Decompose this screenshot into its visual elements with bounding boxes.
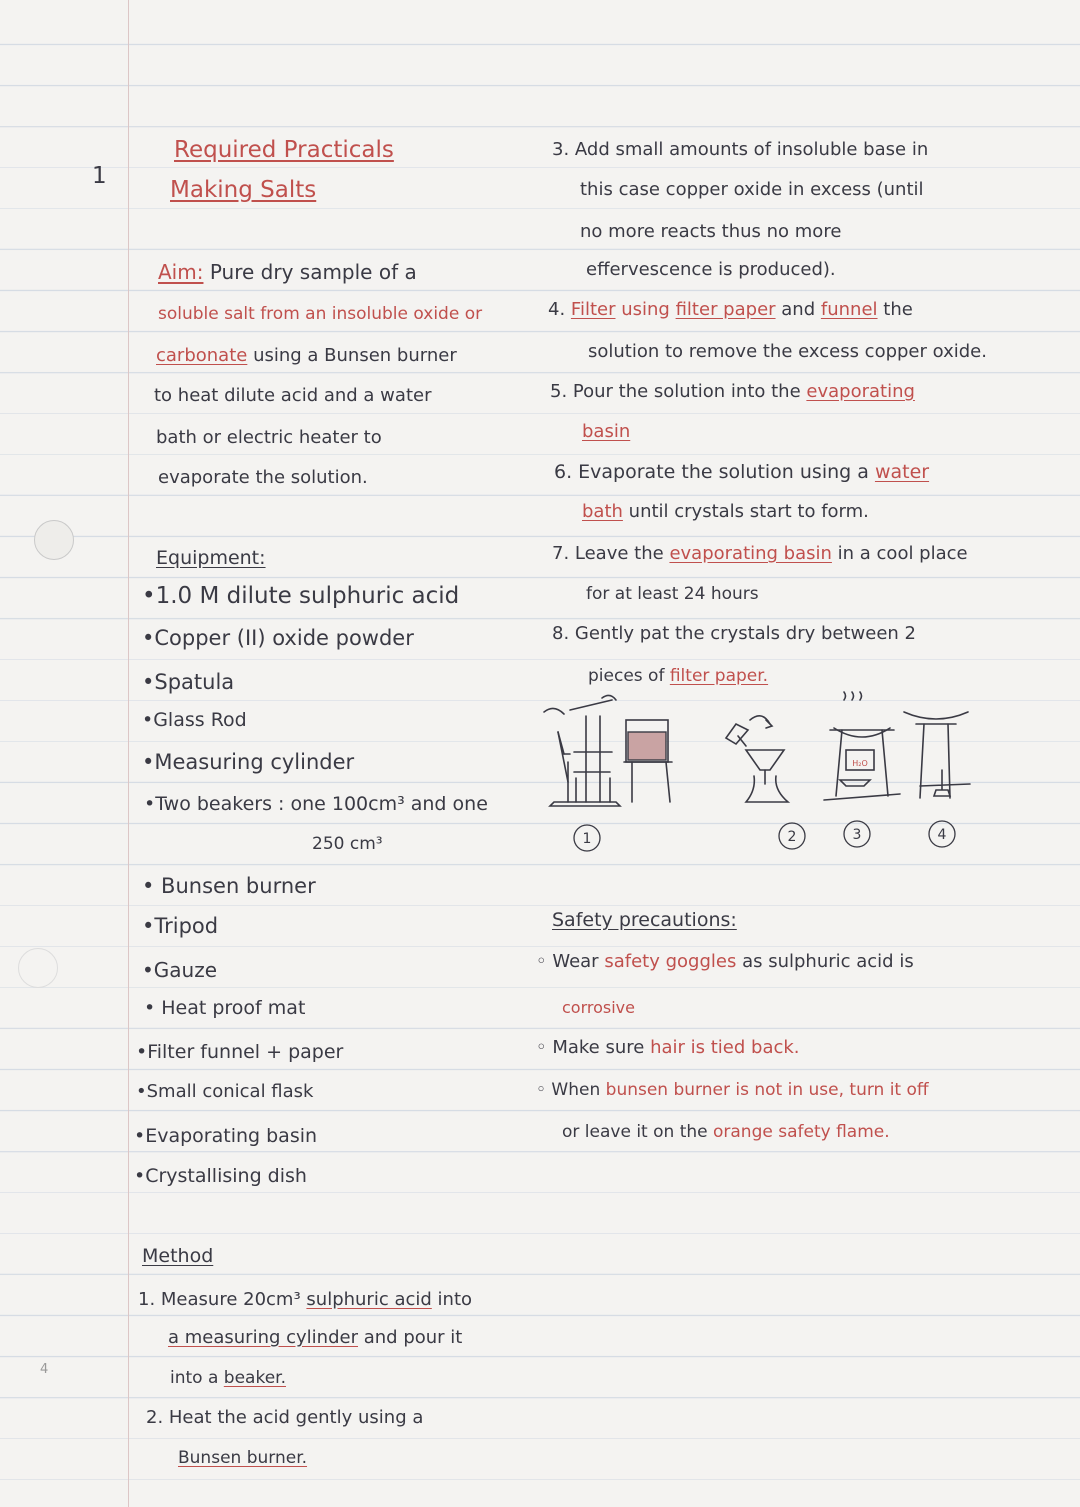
equipment-item: •Glass Rod <box>142 709 247 731</box>
method-text: filter paper <box>675 299 776 320</box>
aim-text: soluble salt from an insoluble oxide or <box>158 304 483 324</box>
method-text: water <box>874 461 930 483</box>
page-subtitle: Making Salts <box>170 177 317 203</box>
method-text: 4. <box>548 299 566 320</box>
evaporating-basin-icon <box>824 692 900 800</box>
aim-text: carbonate <box>156 345 248 366</box>
method-text: into <box>437 1289 473 1310</box>
method-text: 3. Add small amounts of insoluble base in <box>552 139 929 160</box>
aim-text: to heat dilute acid and a water <box>154 385 432 406</box>
equipment-item: • Heat proof mat <box>144 997 306 1019</box>
punch-hole <box>18 948 58 988</box>
method-text: no more reacts thus no more <box>580 221 842 242</box>
method-text: 5. Pour the solution into the <box>550 381 801 402</box>
method-text: Bunsen burner. <box>178 1448 308 1468</box>
method-text: effervescence is produced). <box>586 259 836 280</box>
diagram-label: 3 <box>852 827 862 843</box>
method-text: sulphuric acid <box>306 1289 432 1310</box>
method-text: basin <box>582 421 631 442</box>
method-text: this case copper oxide in excess (until <box>580 179 924 200</box>
method-text: 2. Heat the acid gently using a <box>146 1407 424 1428</box>
method-text: the <box>883 299 913 320</box>
equipment-item: •Filter funnel + paper <box>136 1041 344 1063</box>
method-heading: Method <box>142 1245 214 1267</box>
water-label: H₂O <box>852 759 868 768</box>
method-text: solution to remove the excess copper oxide. <box>588 341 987 362</box>
equipment-item: •1.0 M dilute sulphuric acid <box>142 583 460 609</box>
filter-funnel-icon <box>726 716 788 802</box>
crystallising-dish-icon <box>904 712 970 798</box>
method-text: funnel <box>820 299 878 320</box>
equipment-item: •Crystallising dish <box>134 1165 307 1187</box>
method-text: a measuring cylinder <box>168 1327 358 1348</box>
equipment-item: •Evaporating basin <box>134 1125 318 1147</box>
method-text: until crystals start to form. <box>628 501 869 522</box>
method-text: 6. Evaporate the solution using a <box>554 461 869 483</box>
aim-text: using a Bunsen burner <box>253 345 457 366</box>
equipment-item: •Small conical flask <box>136 1081 314 1102</box>
safety-text: corrosive <box>562 998 635 1017</box>
aim-text: bath or electric heater to <box>156 427 382 448</box>
safety-text: or leave it on the <box>562 1122 708 1142</box>
equipment-item: •Copper (II) oxide powder <box>142 626 414 650</box>
method-text: into a <box>170 1368 219 1388</box>
method-text: bath <box>582 501 623 522</box>
stand-and-beaker-icon <box>544 695 620 806</box>
page-number: 1 <box>92 163 107 189</box>
safety-text: as sulphuric acid is <box>742 951 914 972</box>
equipment-item: • Bunsen burner <box>142 874 316 898</box>
method-text: and pour it <box>363 1327 463 1348</box>
method-text: 8. Gently pat the crystals dry between 2 <box>552 623 916 644</box>
punch-hole <box>34 520 74 560</box>
equipment-item: •Gauze <box>142 958 218 982</box>
apparatus-diagram <box>540 690 980 860</box>
equipment-item: •Two beakers : one 100cm³ and one <box>144 793 488 815</box>
method-text: evaporating <box>806 381 915 402</box>
diagram-label: 2 <box>787 829 797 845</box>
method-text: evaporating basin <box>669 543 832 564</box>
aim-label: Aim: <box>158 260 204 284</box>
equipment-item: •Measuring cylinder <box>142 750 355 774</box>
aim-text: evaporate the solution. <box>158 467 368 488</box>
diagram-label: 1 <box>582 831 592 847</box>
safety-text: bunsen burner is not in use, turn it off <box>605 1080 929 1100</box>
equipment-item: •Tripod <box>142 914 219 938</box>
method-text: for at least 24 hours <box>586 584 759 604</box>
method-text: using <box>621 299 670 320</box>
safety-text: ◦ When <box>536 1080 601 1100</box>
method-text: in a cool place <box>837 543 968 564</box>
margin-line <box>128 0 129 1507</box>
safety-text: safety goggles <box>604 951 737 972</box>
margin-mark: 4 <box>40 1362 49 1377</box>
safety-text: orange safety flame. <box>713 1122 890 1142</box>
equipment-item: 250 cm³ <box>312 834 383 854</box>
method-text: Filter <box>570 299 616 320</box>
diagram-label: 4 <box>937 827 947 843</box>
method-text: filter paper. <box>669 666 769 686</box>
safety-text: hair is tied back. <box>650 1037 800 1058</box>
safety-text: ◦ Make sure <box>536 1037 645 1058</box>
equipment-heading: Equipment: <box>156 547 266 569</box>
aim-text: Pure dry sample of a <box>209 260 417 284</box>
method-text: 1. Measure 20cm³ <box>138 1289 301 1310</box>
beaker-on-tripod-icon <box>624 720 672 802</box>
page-title: Required Practicals <box>174 137 394 163</box>
method-text: 7. Leave the <box>552 543 664 564</box>
method-text: beaker. <box>223 1368 286 1388</box>
safety-text: ◦ Wear <box>536 951 599 972</box>
equipment-item: •Spatula <box>142 670 235 694</box>
method-text: pieces of <box>588 666 665 686</box>
method-text: and <box>781 299 816 320</box>
safety-heading: Safety precautions: <box>552 909 737 931</box>
